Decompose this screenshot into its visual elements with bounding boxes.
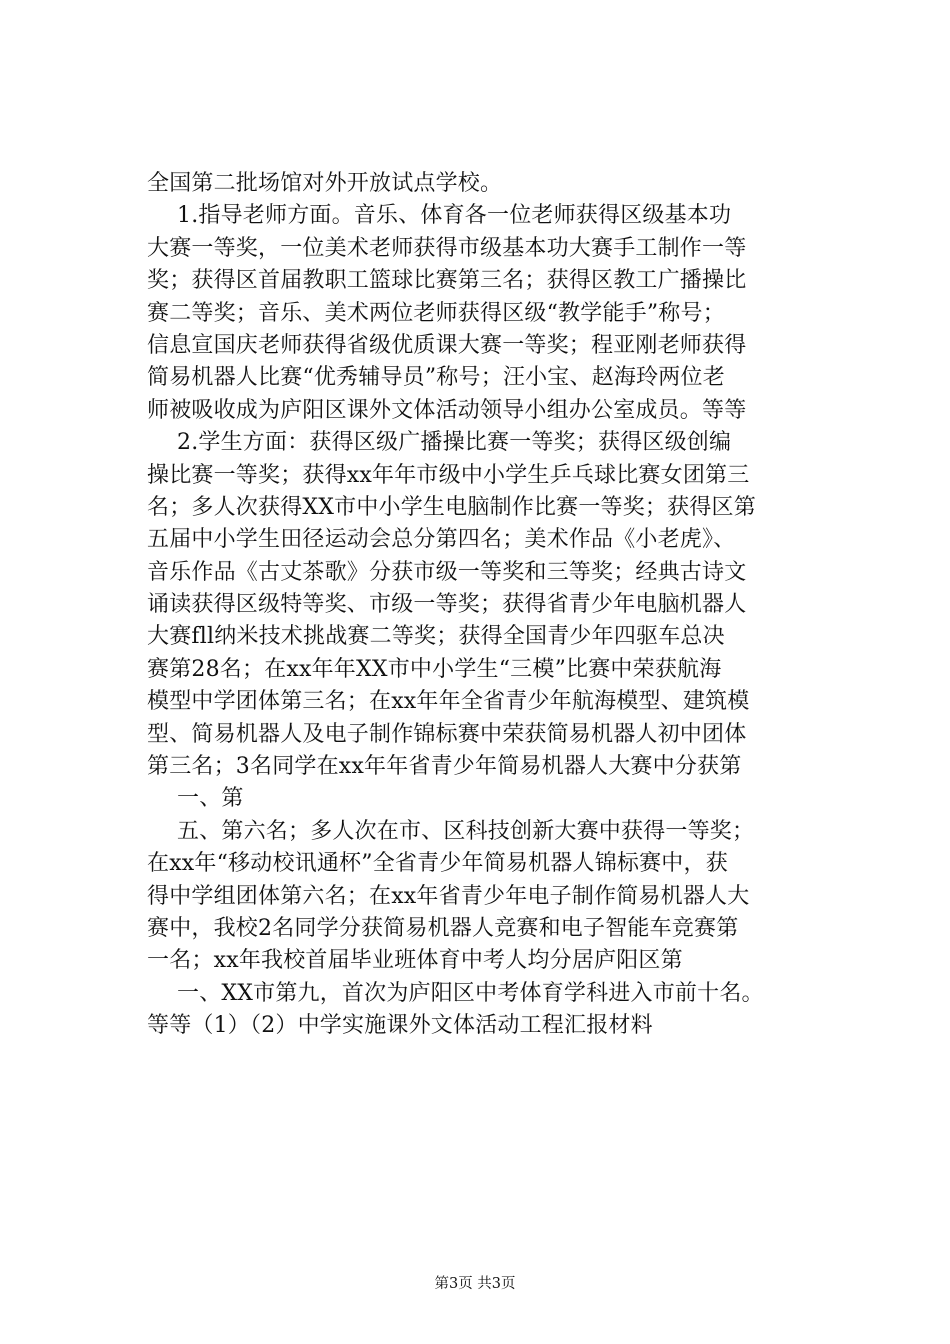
text-line: 模型中学团体第三名；在xx年年全省青少年航海模型、建筑模 <box>147 689 750 715</box>
text-line: 大赛fll纳米技术挑战赛二等奖；获得全国青少年四驱车总决 <box>147 624 725 650</box>
text-line: 赛二等奖；音乐、美术两位老师获得区级“教学能手”称号； <box>147 300 725 326</box>
text-line: 信息宣国庆老师获得省级优质课大赛一等奖；程亚刚老师获得 <box>147 332 747 358</box>
text-line: 五、第六名；多人次在市、区科技创新大赛中获得一等奖； <box>177 818 755 844</box>
text-line: 2.学生方面：获得区级广播操比赛一等奖；获得区级创编 <box>177 430 732 456</box>
page-number-footer: 第3页 共3页 <box>434 1276 516 1292</box>
text-line: 赛中，我校2名同学分获简易机器人竞赛和电子智能车竞赛第 <box>147 915 739 941</box>
text-line: 赛第28名；在xx年年XX市中小学生“三模”比赛中荣获航海 <box>147 656 722 682</box>
text-line: 音乐作品《古丈茶歌》分获市级一等奖和三等奖；经典古诗文 <box>147 559 747 585</box>
text-line: 一、第 <box>177 786 244 812</box>
text-line: 得中学组团体第六名；在xx年省青少年电子制作简易机器人大 <box>147 883 750 909</box>
document-body <box>147 168 852 1043</box>
text-line: 一、XX市第九，首次为庐阳区中考体育学科进入市前十名。 <box>177 980 764 1006</box>
text-line: 型、简易机器人及电子制作锦标赛中荣获简易机器人初中团体 <box>147 721 747 747</box>
text-line: 第三名；3名同学在xx年年省青少年简易机器人大赛中分获第 <box>147 754 742 780</box>
text-line: 简易机器人比赛“优秀辅导员”称号；汪小宝、赵海玲两位老 <box>147 365 725 391</box>
text-line: 五届中小学生田径运动会总分第四名；美术作品《小老虎》、 <box>147 527 736 553</box>
text-line: 在xx年“移动校讯通杯”全省青少年简易机器人锦标赛中，获 <box>147 851 728 877</box>
text-line: 操比赛一等奖；获得xx年年市级中小学生乒乓球比赛女团第三 <box>147 462 750 488</box>
text-line: 名；多人次获得XX市中小学生电脑制作比赛一等奖；获得区第 <box>147 494 756 520</box>
text-line: 全国第二批场馆对外开放试点学校。 <box>147 171 503 196</box>
text-line: 诵读获得区级特等奖、市级一等奖；获得省青少年电脑机器人 <box>147 592 747 618</box>
text-line: 大赛一等奖，一位美术老师获得市级基本功大赛手工制作一等 <box>147 235 747 261</box>
text-line: 一名；xx年我校首届毕业班体育中考人均分居庐阳区第 <box>147 948 683 974</box>
text-line: 等等（1）（2）中学实施课外文体活动工程汇报材料 <box>147 1013 653 1039</box>
text-line: 1.指导老师方面。音乐、体育各一位老师获得区级基本功 <box>177 203 732 229</box>
text-line: 奖；获得区首届教职工篮球比赛第三名；获得区教工广播操比 <box>147 268 747 294</box>
text-line: 师被吸收成为庐阳区课外文体活动领导小组办公室成员。等等 <box>147 397 747 423</box>
